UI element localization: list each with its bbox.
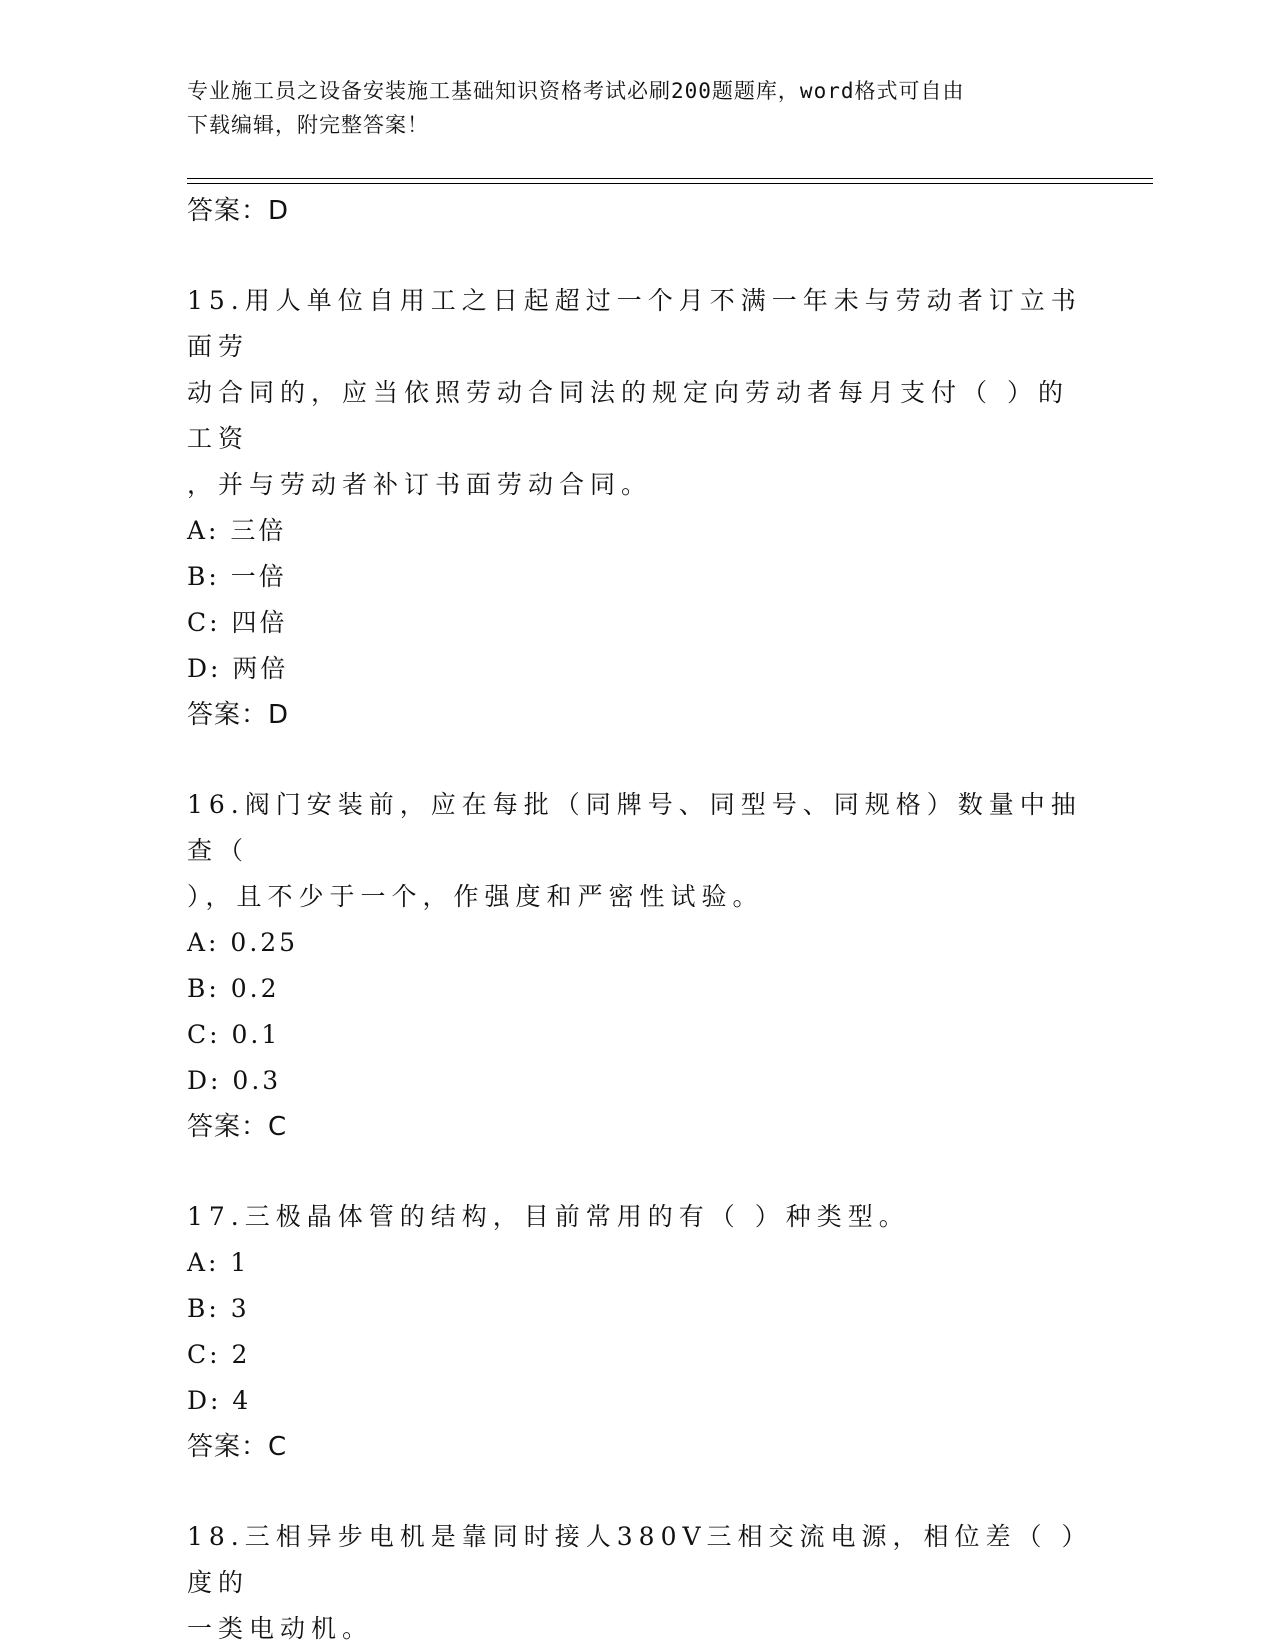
header-line-2: 下载编辑，附完整答案！ [187,113,429,137]
answer-line: 答案：D [187,700,290,730]
question-16 [187,782,1087,1150]
option-b: B: 0.2 [187,974,280,1003]
option-c: C: 0.1 [187,1020,281,1049]
option-c: C: 2 [187,1340,251,1369]
option-c: C: 四倍 [187,608,288,637]
question-text-line: 18.三相异步电机是靠同时接人380V三相交流电源，相位差（ ）度的 [187,1522,1080,1597]
question-text-line: 15.用人单位自用工之日起超过一个月不满一年未与劳动者订立书面劳 [187,286,1082,361]
option-b: B: 3 [187,1294,250,1323]
question-15 [187,278,1087,738]
answer-line: 答案：C [187,1112,288,1142]
question-text-line: 17.三极晶体管的结构，目前常用的有（ ）种类型。 [187,1202,910,1231]
option-d: D: 4 [187,1386,252,1415]
option-a: A: 1 [187,1248,250,1277]
header-line-1: 专业施工员之设备安装施工基础知识资格考试必刷200题题库，word格式可自由 [187,79,965,103]
question-text-line: 动合同的，应当依照劳动合同法的规定向劳动者每月支付（ ）的工资 [187,378,1069,453]
question-text-line: 16.阀门安装前，应在每批（同牌号、同型号、同规格）数量中抽查（ [187,790,1082,865]
answer-line: 答案：C [187,1432,288,1462]
option-d: D: 两倍 [187,654,289,683]
question-list [187,188,1087,1652]
question-text-line: 一类电动机。 [187,1614,374,1643]
option-b: B: 一倍 [187,562,287,591]
document-header [187,74,1067,142]
option-d: D: 0.3 [187,1066,282,1095]
question-18 [187,1514,1087,1652]
answer-line: 答案：D [187,196,290,226]
question-17 [187,1194,1087,1470]
question-text-line: ，并与劳动者补订书面劳动合同。 [187,470,653,499]
header-divider-bottom [187,183,1153,184]
option-a: A: 0.25 [187,928,299,957]
option-a: A: 三倍 [187,516,287,545]
header-divider-top [187,178,1153,179]
question-text-line: ），且不少于一个，作强度和严密性试验。 [187,882,764,911]
